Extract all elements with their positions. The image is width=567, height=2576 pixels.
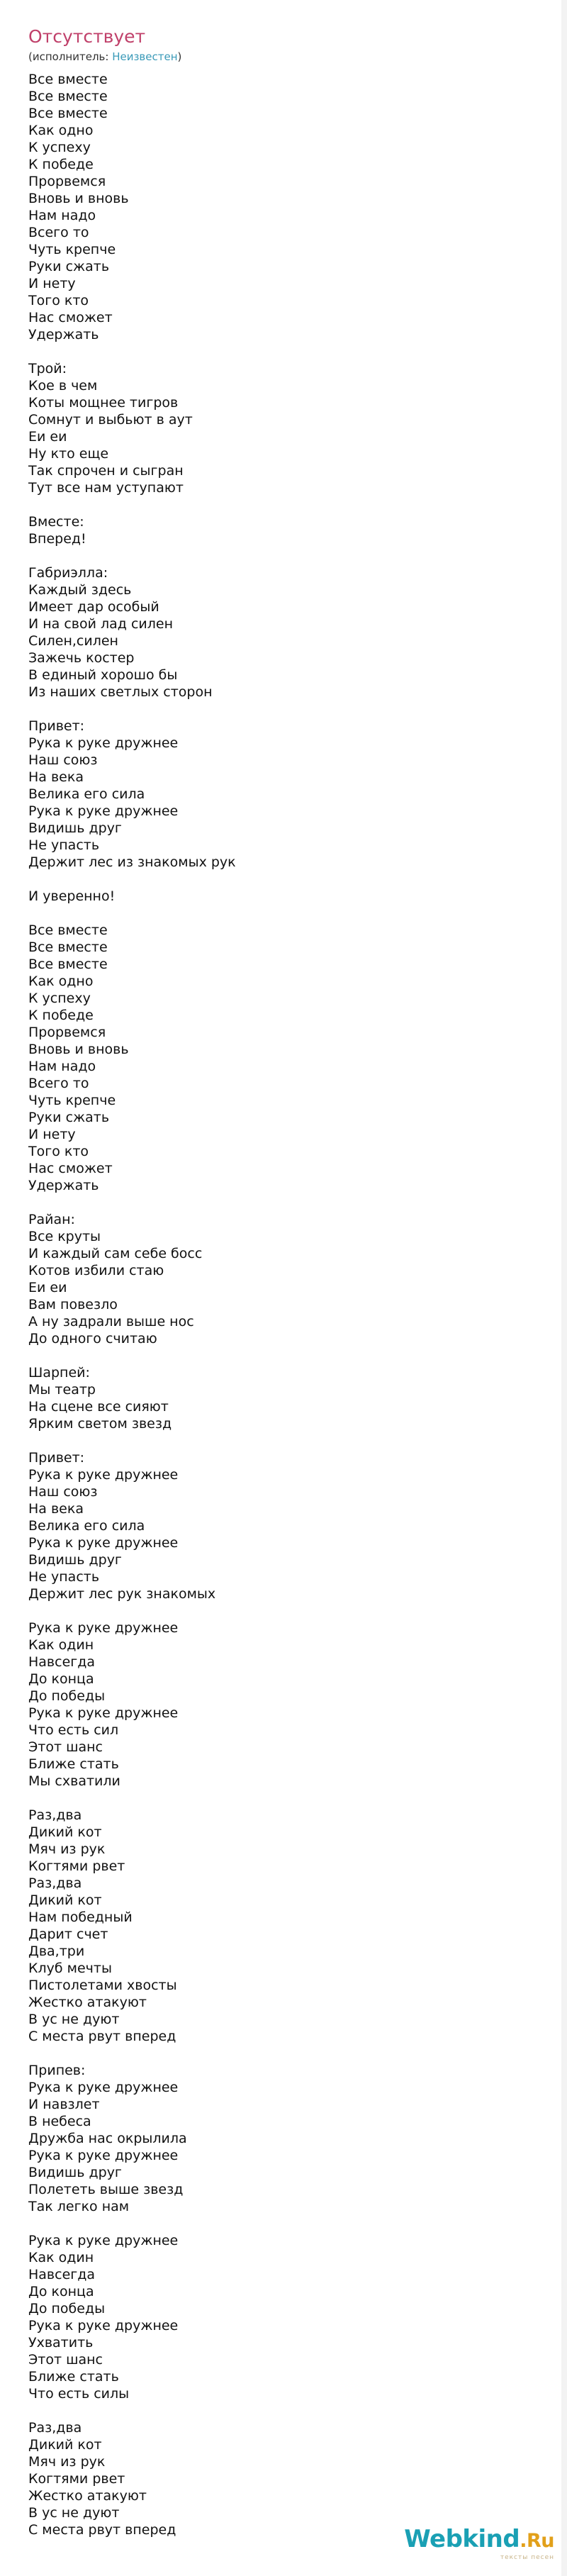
lyrics-line: До одного считаю — [28, 1331, 157, 1346]
lyrics-line: В ус не дуют — [28, 2505, 120, 2521]
lyrics-stanza — [28, 718, 539, 871]
lyrics-line: Раз,два — [28, 2420, 82, 2436]
lyrics-line: Навсегда — [28, 2267, 96, 2282]
lyrics-line: Трой: — [28, 361, 67, 377]
lyrics-line: С места рвут вперед — [28, 2522, 176, 2538]
lyrics-line: Рука к руке дружнее — [28, 803, 179, 819]
lyrics-line: Когтями рвет — [28, 2471, 125, 2487]
lyrics-line: Как один — [28, 1637, 94, 1653]
scrollbar-track[interactable] — [561, 0, 567, 2576]
lyrics-line: Что есть силы — [28, 2386, 130, 2402]
lyrics-line: Так спрочен и сыгран — [28, 463, 184, 479]
lyrics-stanza — [28, 360, 539, 496]
lyrics-stanza — [28, 1807, 539, 2045]
lyrics-line: Руки сжать — [28, 1110, 110, 1125]
lyrics-stanza — [28, 1364, 539, 1432]
lyrics-line: Видишь друг — [28, 1552, 122, 1568]
lyrics-line: Как один — [28, 2250, 94, 2265]
lyrics-line: К победе — [28, 1008, 94, 1023]
logo-tagline: тексты песен — [500, 2554, 554, 2561]
lyrics-line: Рука к руке дружнее — [28, 1467, 179, 1483]
lyrics-line: Тут все нам уступают — [28, 480, 184, 496]
lyrics-line: Всего то — [28, 1076, 89, 1091]
lyrics-line: И нету — [28, 1127, 76, 1142]
lyrics-line: Привет: — [28, 1450, 85, 1466]
lyrics-line: Удержать — [28, 327, 99, 342]
lyrics-line: И каждый сам себе босс — [28, 1246, 203, 1261]
lyrics-line: Имеет дар особый — [28, 599, 159, 615]
lyrics-line: Раз,два — [28, 1807, 82, 1823]
lyrics-line: Держит лес из знакомых рук — [28, 854, 236, 870]
logo-tld: .Ru — [520, 2530, 554, 2552]
lyrics-stanza — [28, 1449, 539, 1602]
song-title: Отсутствует — [28, 26, 146, 47]
lyrics-line: Жестко атакуют — [28, 1995, 147, 2010]
lyrics-line: И уверенно! — [28, 888, 116, 904]
lyrics-line: Все круты — [28, 1229, 101, 1244]
lyrics-line: Габриэлла: — [28, 565, 108, 581]
lyrics-line: Рука к руке дружнее — [28, 1535, 179, 1551]
lyrics-line: Рука к руке дружнее — [28, 1620, 179, 1636]
lyrics-line: В ус не дуют — [28, 2012, 120, 2027]
lyrics-line: На века — [28, 769, 84, 785]
lyrics-line: Шарпей: — [28, 1365, 90, 1381]
lyrics-line: Дружба нас окрылила — [28, 2131, 187, 2146]
lyrics-line: Райан: — [28, 1212, 75, 1227]
lyrics-line: Велика его сила — [28, 786, 145, 802]
lyrics-line: Ближе стать — [28, 1756, 119, 1772]
logo-main: Webkind — [404, 2525, 520, 2553]
lyrics-line: Вновь и вновь — [28, 1042, 129, 1057]
lyrics-line: К успеху — [28, 991, 91, 1006]
lyrics-line: Держит лес рук знакомых — [28, 1586, 216, 1602]
lyrics-line: Рука к руке дружнее — [28, 2148, 179, 2163]
lyrics-line: Все вместе — [28, 89, 108, 104]
lyrics-line: Удержать — [28, 1178, 99, 1193]
lyrics-line: Ухватить — [28, 2335, 94, 2351]
lyrics-line: Видишь друг — [28, 2165, 122, 2180]
lyrics-line: Нам надо — [28, 208, 96, 223]
lyrics-line: Наш союз — [28, 752, 98, 768]
lyrics-line: Наш союз — [28, 1484, 98, 1500]
lyrics-line: Жестко атакуют — [28, 2488, 147, 2504]
lyrics-stanza — [28, 2419, 539, 2538]
lyrics-line: Ну кто еще — [28, 446, 109, 462]
lyrics-line: Два,три — [28, 1944, 85, 1959]
lyrics-line: Все вместе — [28, 957, 108, 972]
lyrics-stanza — [28, 1619, 539, 1790]
lyrics-stanza — [28, 564, 539, 701]
artist-line — [28, 50, 539, 64]
lyrics-line: Чуть крепче — [28, 242, 116, 257]
site-logo[interactable] — [404, 2526, 554, 2562]
logo-wordmark — [404, 2526, 554, 2555]
lyrics-line: Когтями рвет — [28, 1858, 125, 1874]
lyrics-line: Нас сможет — [28, 310, 113, 325]
lyrics-line: Рука к руке дружнее — [28, 2080, 179, 2095]
lyrics-line: Ярким светом звезд — [28, 1416, 172, 1432]
lyrics-line: Котов избили стаю — [28, 1263, 164, 1278]
lyrics-line: До победы — [28, 1688, 106, 1704]
lyrics-line: В небеса — [28, 2114, 91, 2129]
lyrics-line: Кое в чем — [28, 378, 98, 394]
lyrics-line: Привет: — [28, 718, 85, 734]
lyrics-line: Пистолетами хвосты — [28, 1978, 177, 1993]
lyrics-line: Дикий кот — [28, 1824, 102, 1840]
lyrics-line: Вам повезло — [28, 1297, 118, 1312]
lyrics-line: Нам победный — [28, 1909, 133, 1925]
lyrics-line: Каждый здесь — [28, 582, 132, 598]
lyrics-line: И навзлет — [28, 2097, 100, 2112]
lyrics-line: Рука к руке дружнее — [28, 2233, 179, 2248]
lyrics-line: Не упасть — [28, 1569, 100, 1585]
lyrics-line: До конца — [28, 2284, 94, 2299]
lyrics-line: Дарит счет — [28, 1927, 108, 1942]
lyrics-line: Мяч из рук — [28, 2454, 106, 2470]
artist-suffix: ) — [177, 50, 182, 63]
lyrics-line: Не упасть — [28, 837, 100, 853]
lyrics-stanza — [28, 2062, 539, 2215]
lyrics-line: Все вместе — [28, 72, 108, 87]
lyrics-line: И нету — [28, 276, 76, 291]
lyrics-line: К успеху — [28, 140, 91, 155]
lyrics-line: Как одно — [28, 974, 94, 989]
lyrics-line: Прорвемся — [28, 174, 106, 189]
lyrics-line: Так легко нам — [28, 2199, 130, 2214]
lyrics-line: Дикий кот — [28, 2437, 102, 2453]
lyrics-line: До конца — [28, 1671, 94, 1687]
lyrics-line: На века — [28, 1501, 84, 1517]
lyrics-stanza — [28, 2232, 539, 2402]
lyrics-line: Этот шанс — [28, 2352, 103, 2368]
lyrics-line: А ну задрали выше нос — [28, 1314, 194, 1329]
lyrics-line: Ближе стать — [28, 2369, 119, 2385]
lyrics-line: Вперед! — [28, 531, 86, 547]
lyrics-line: Видишь друг — [28, 820, 122, 836]
lyrics-line: Все вместе — [28, 106, 108, 121]
lyrics-text — [28, 71, 539, 2555]
lyrics-line: До победы — [28, 2301, 106, 2316]
lyrics-line: Дикий кот — [28, 1892, 102, 1908]
lyrics-stanza — [28, 71, 539, 343]
lyrics-line: Велика его сила — [28, 1518, 145, 1534]
lyrics-line: На сцене все сияют — [28, 1399, 169, 1415]
lyrics-line: С места рвут вперед — [28, 2029, 176, 2044]
lyrics-line: Всего то — [28, 225, 89, 240]
lyrics-line: Все вместе — [28, 922, 108, 938]
lyrics-line: Руки сжать — [28, 259, 110, 274]
lyrics-line: Рука к руке дружнее — [28, 1705, 179, 1721]
lyrics-line: Еи еи — [28, 1280, 67, 1295]
lyrics-line: И на свой лад силен — [28, 616, 174, 632]
lyrics-line: Мы схватили — [28, 1773, 120, 1789]
lyrics-line: Того кто — [28, 293, 89, 308]
lyrics-line: Силен,силен — [28, 633, 118, 649]
lyrics-line: Рука к руке дружнее — [28, 735, 179, 751]
lyrics-line: Из наших светлых сторон — [28, 684, 213, 700]
lyrics-line: Того кто — [28, 1144, 89, 1159]
lyrics-line: Рука к руке дружнее — [28, 2318, 179, 2334]
lyrics-stanza — [28, 1211, 539, 1347]
lyrics-line: В единый хорошо бы — [28, 667, 178, 683]
artist-link[interactable]: Неизвестен — [112, 50, 178, 63]
lyrics-line: К победе — [28, 157, 94, 172]
song-header — [28, 26, 539, 64]
lyrics-line: Сомнут и выбьют в аут — [28, 412, 193, 428]
lyrics-line: Прорвемся — [28, 1025, 106, 1040]
lyrics-line: Все вместе — [28, 939, 108, 955]
lyrics-line: Чуть крепче — [28, 1093, 116, 1108]
lyrics-line: Вновь и вновь — [28, 191, 129, 206]
lyrics-line: Припев: — [28, 2063, 86, 2078]
lyrics-stanza — [28, 888, 539, 905]
lyrics-line: Мы театр — [28, 1382, 96, 1398]
lyrics-line: Раз,два — [28, 1875, 82, 1891]
lyrics-line: Как одно — [28, 123, 94, 138]
lyrics-stanza — [28, 922, 539, 1194]
lyrics-line: Этот шанс — [28, 1739, 103, 1755]
lyrics-line: Навсегда — [28, 1654, 96, 1670]
lyrics-line: Нас сможет — [28, 1161, 113, 1176]
lyrics-line: Коты мощнее тигров — [28, 395, 179, 411]
lyrics-line: Вместе: — [28, 514, 84, 530]
artist-prefix: (исполнитель: — [28, 50, 113, 63]
lyrics-stanza — [28, 513, 539, 547]
lyrics-line: Нам надо — [28, 1059, 96, 1074]
lyrics-line: Зажечь костер — [28, 650, 135, 666]
lyrics-line: Полететь выше звезд — [28, 2182, 184, 2197]
lyrics-line: Мяч из рук — [28, 1841, 106, 1857]
lyrics-line: Еи еи — [28, 429, 67, 445]
lyrics-line: Клуб мечты — [28, 1961, 112, 1976]
lyrics-line: Что есть сил — [28, 1722, 119, 1738]
